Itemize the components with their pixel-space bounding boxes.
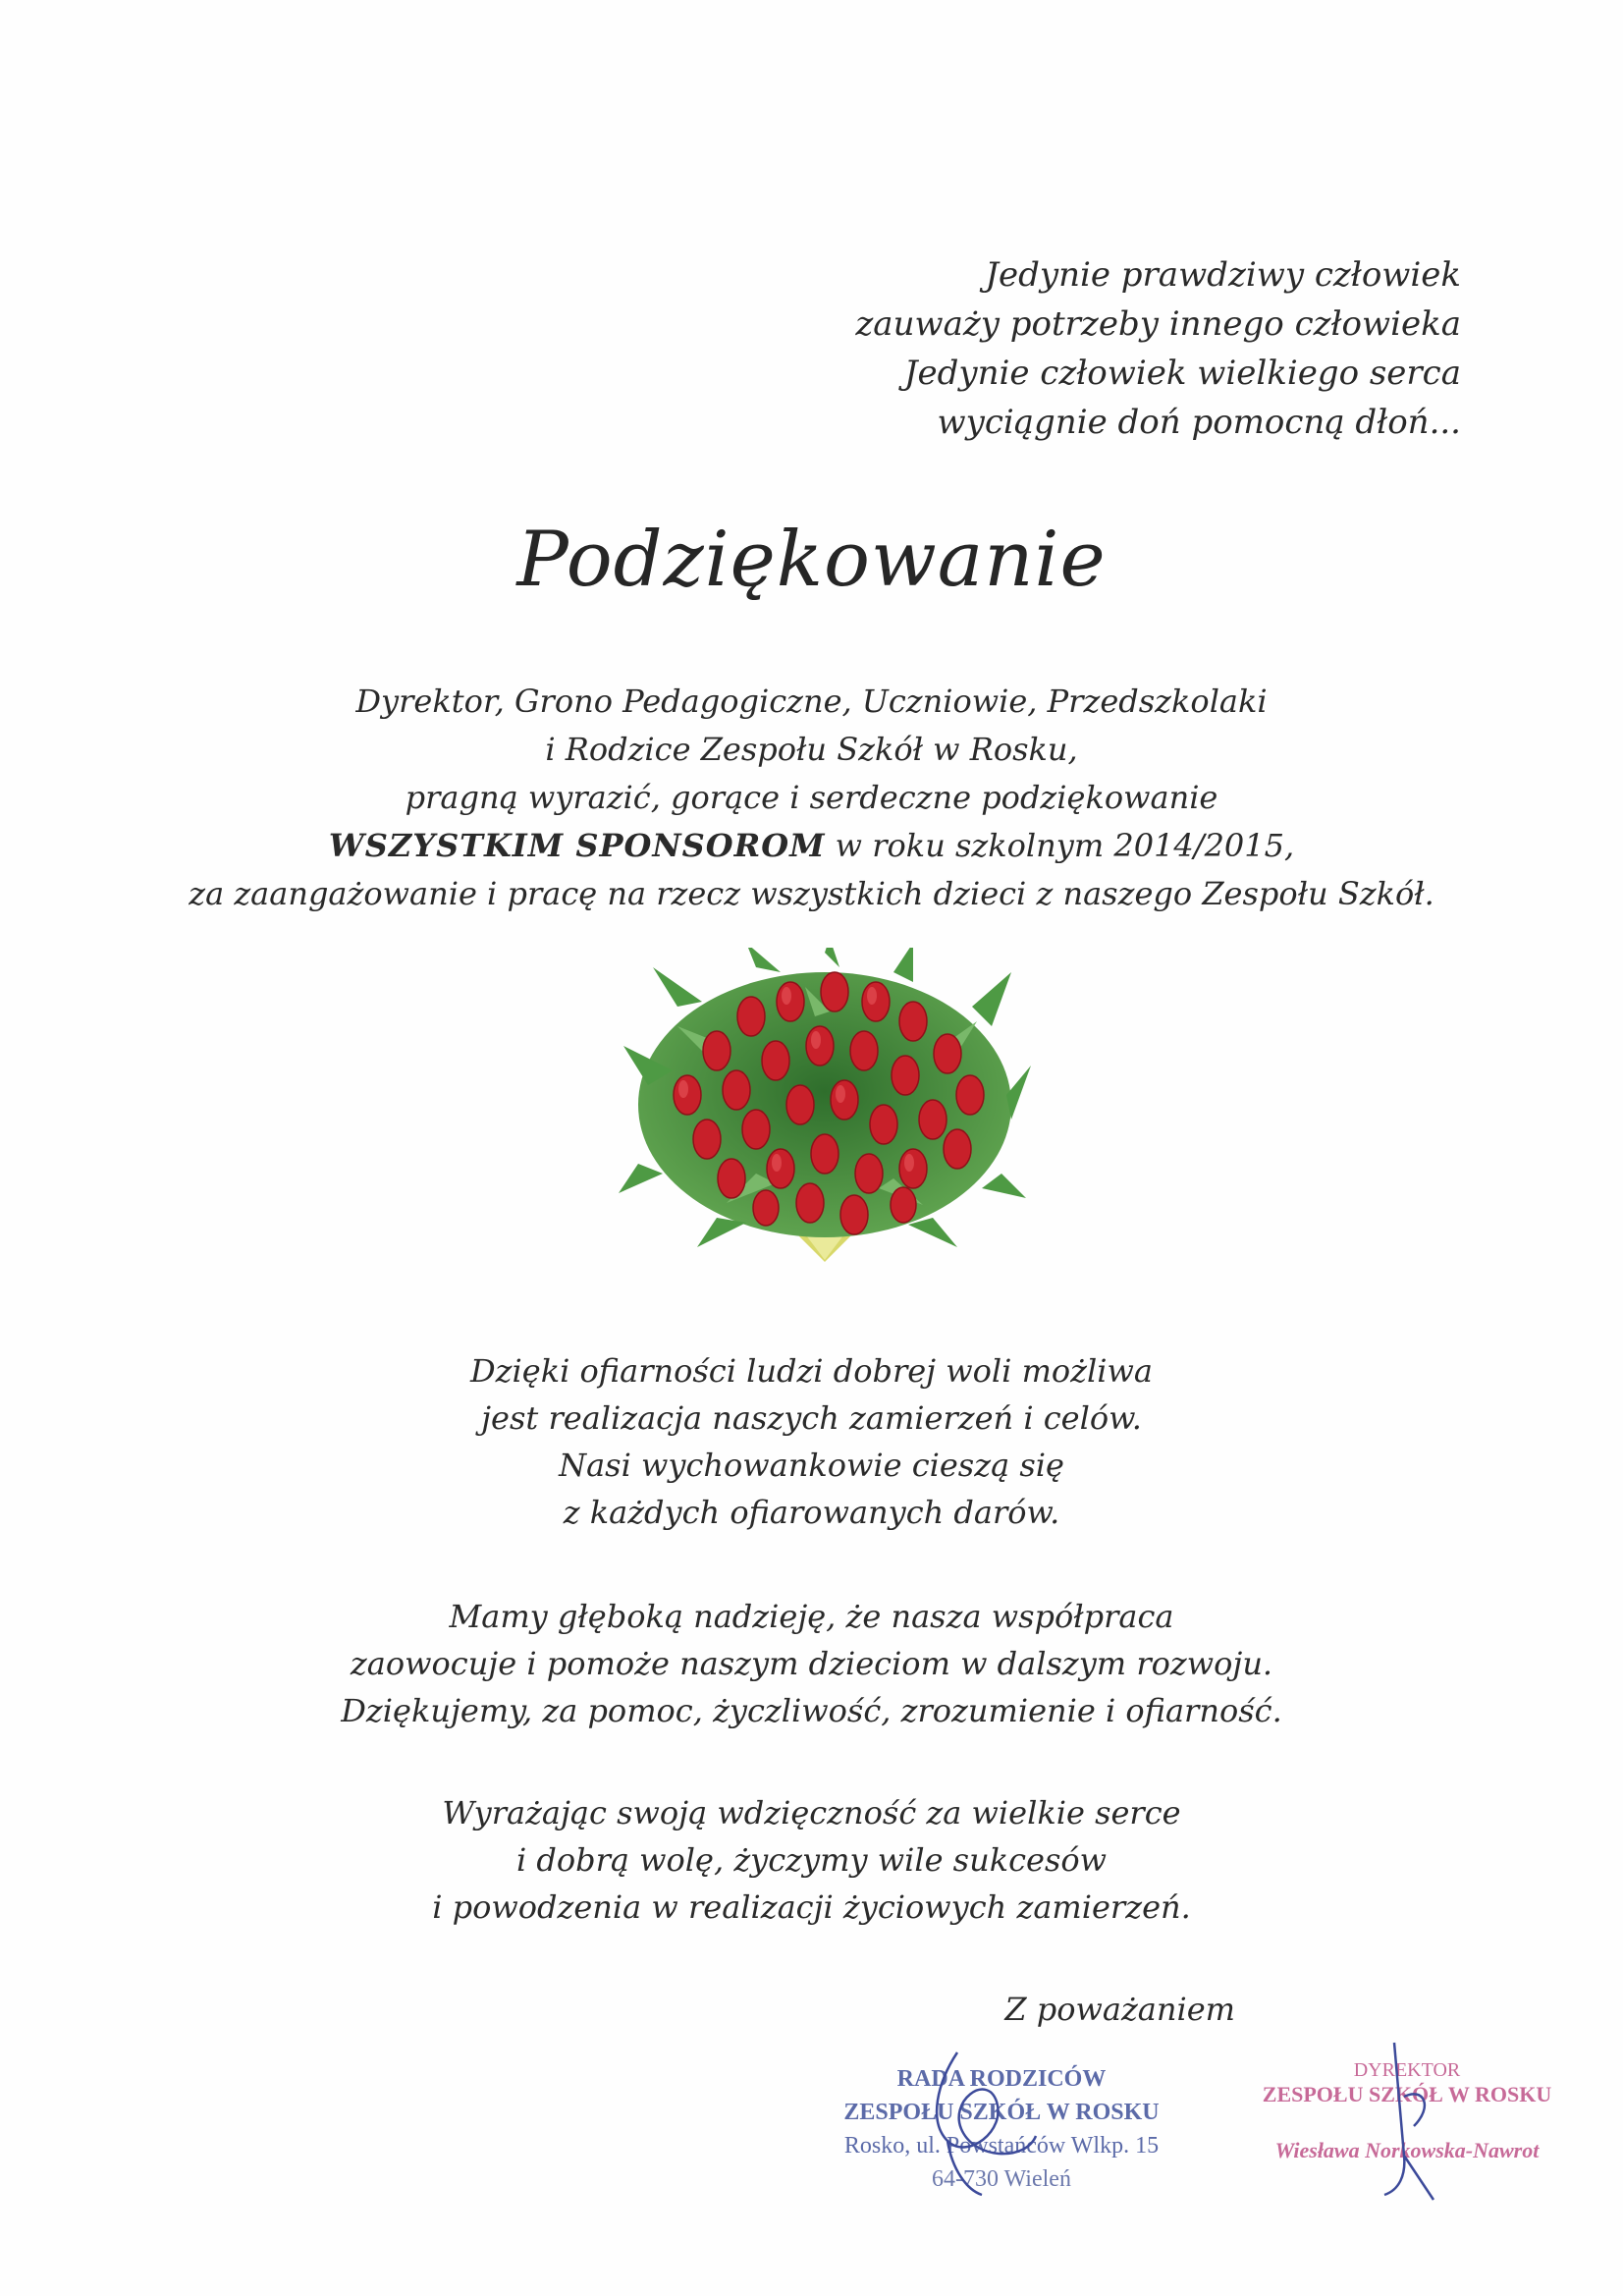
- document-title: Podziękowanie: [516, 516, 1107, 604]
- intro-line: Dyrektor, Grono Pedagogiczne, Uczniowie, Przedszkolaki: [355, 683, 1268, 720]
- stamp-line: DYREKTOR: [1353, 2059, 1461, 2081]
- motto: [774, 250, 1461, 447]
- stamp-line: ZESPOŁU SZKÓŁ W ROSKU: [843, 2100, 1160, 2125]
- tulip-bouquet-image: [619, 948, 1031, 1272]
- stamp-postal-line: 64-730 Wieleń: [932, 2166, 1071, 2192]
- paragraph-line: i dobrą wolę, życzymy wile sukcesów: [515, 1841, 1108, 1879]
- intro-line: [0, 822, 1623, 870]
- paragraph-line: Wyrażając swoją wdzięczność za wielkie serce: [442, 1794, 1181, 1831]
- paragraph-line: zaowocuje i pomoże naszym dzieciom w dalszym rozwoju.: [350, 1645, 1273, 1682]
- stamp-name-line: Wiesława Norkowska-Nawrot: [1274, 2138, 1540, 2162]
- paragraph-line: Mamy głęboką nadzieję, że nasza współpraca: [449, 1598, 1174, 1635]
- closing-salutation: Z poważaniem: [1004, 1991, 1235, 2028]
- hope-paragraph: [0, 1593, 1623, 1734]
- paragraph-line: Dzięki ofiarności ludzi dobrej woli możliwa: [470, 1352, 1153, 1390]
- intro-line: za zaangażowanie i pracę na rzecz wszystkich dzieci z naszego Zespołu Szkół.: [189, 875, 1434, 912]
- sponsors-emphasis: WSZYSTKIM SPONSOROM: [328, 827, 826, 864]
- intro-line: i Rodzice Zespołu Szkół w Rosku,: [545, 731, 1078, 768]
- stamp-address-line: Rosko, ul. Powstańców Wlkp. 15: [843, 2133, 1160, 2159]
- motto-line: zauważy potrzeby innego człowieka: [855, 304, 1461, 344]
- motto-line: Jedynie człowiek wielkiego serca: [903, 354, 1461, 393]
- intro-paragraph: [0, 678, 1623, 918]
- paragraph-line: Dziękujemy, za pomoc, życzliwość, zrozumienie i ofiarność.: [341, 1692, 1282, 1729]
- paragraph-line: z każdych ofiarowanych darów.: [563, 1494, 1060, 1531]
- stamp-line: ZESPOŁU SZKÓŁ W ROSKU: [1262, 2082, 1552, 2106]
- paragraph-line: jest realizacja naszych zamierzeń i celów.: [481, 1399, 1142, 1437]
- school-year-text: w roku szkolnym 2014/2015,: [825, 827, 1295, 864]
- paragraph-line: Nasi wychowankowie cieszą się: [559, 1447, 1064, 1484]
- paragraph-line: i powodzenia w realizacji życiowych zamierzeń.: [432, 1888, 1191, 1926]
- principal-signature: [1365, 2038, 1453, 2205]
- intro-line: pragną wyrazić, gorące i serdeczne podziękowanie: [405, 779, 1218, 816]
- parents-council-signature: [889, 2043, 1085, 2200]
- gratitude-paragraph: [0, 1347, 1623, 1536]
- motto-line: wyciągnie doń pomocną dłoń...: [937, 403, 1461, 442]
- motto-line: Jedynie prawdziwy człowiek: [985, 255, 1461, 295]
- wishes-paragraph: [0, 1789, 1623, 1931]
- stamp-line: RADA RODZICÓW: [896, 2066, 1107, 2092]
